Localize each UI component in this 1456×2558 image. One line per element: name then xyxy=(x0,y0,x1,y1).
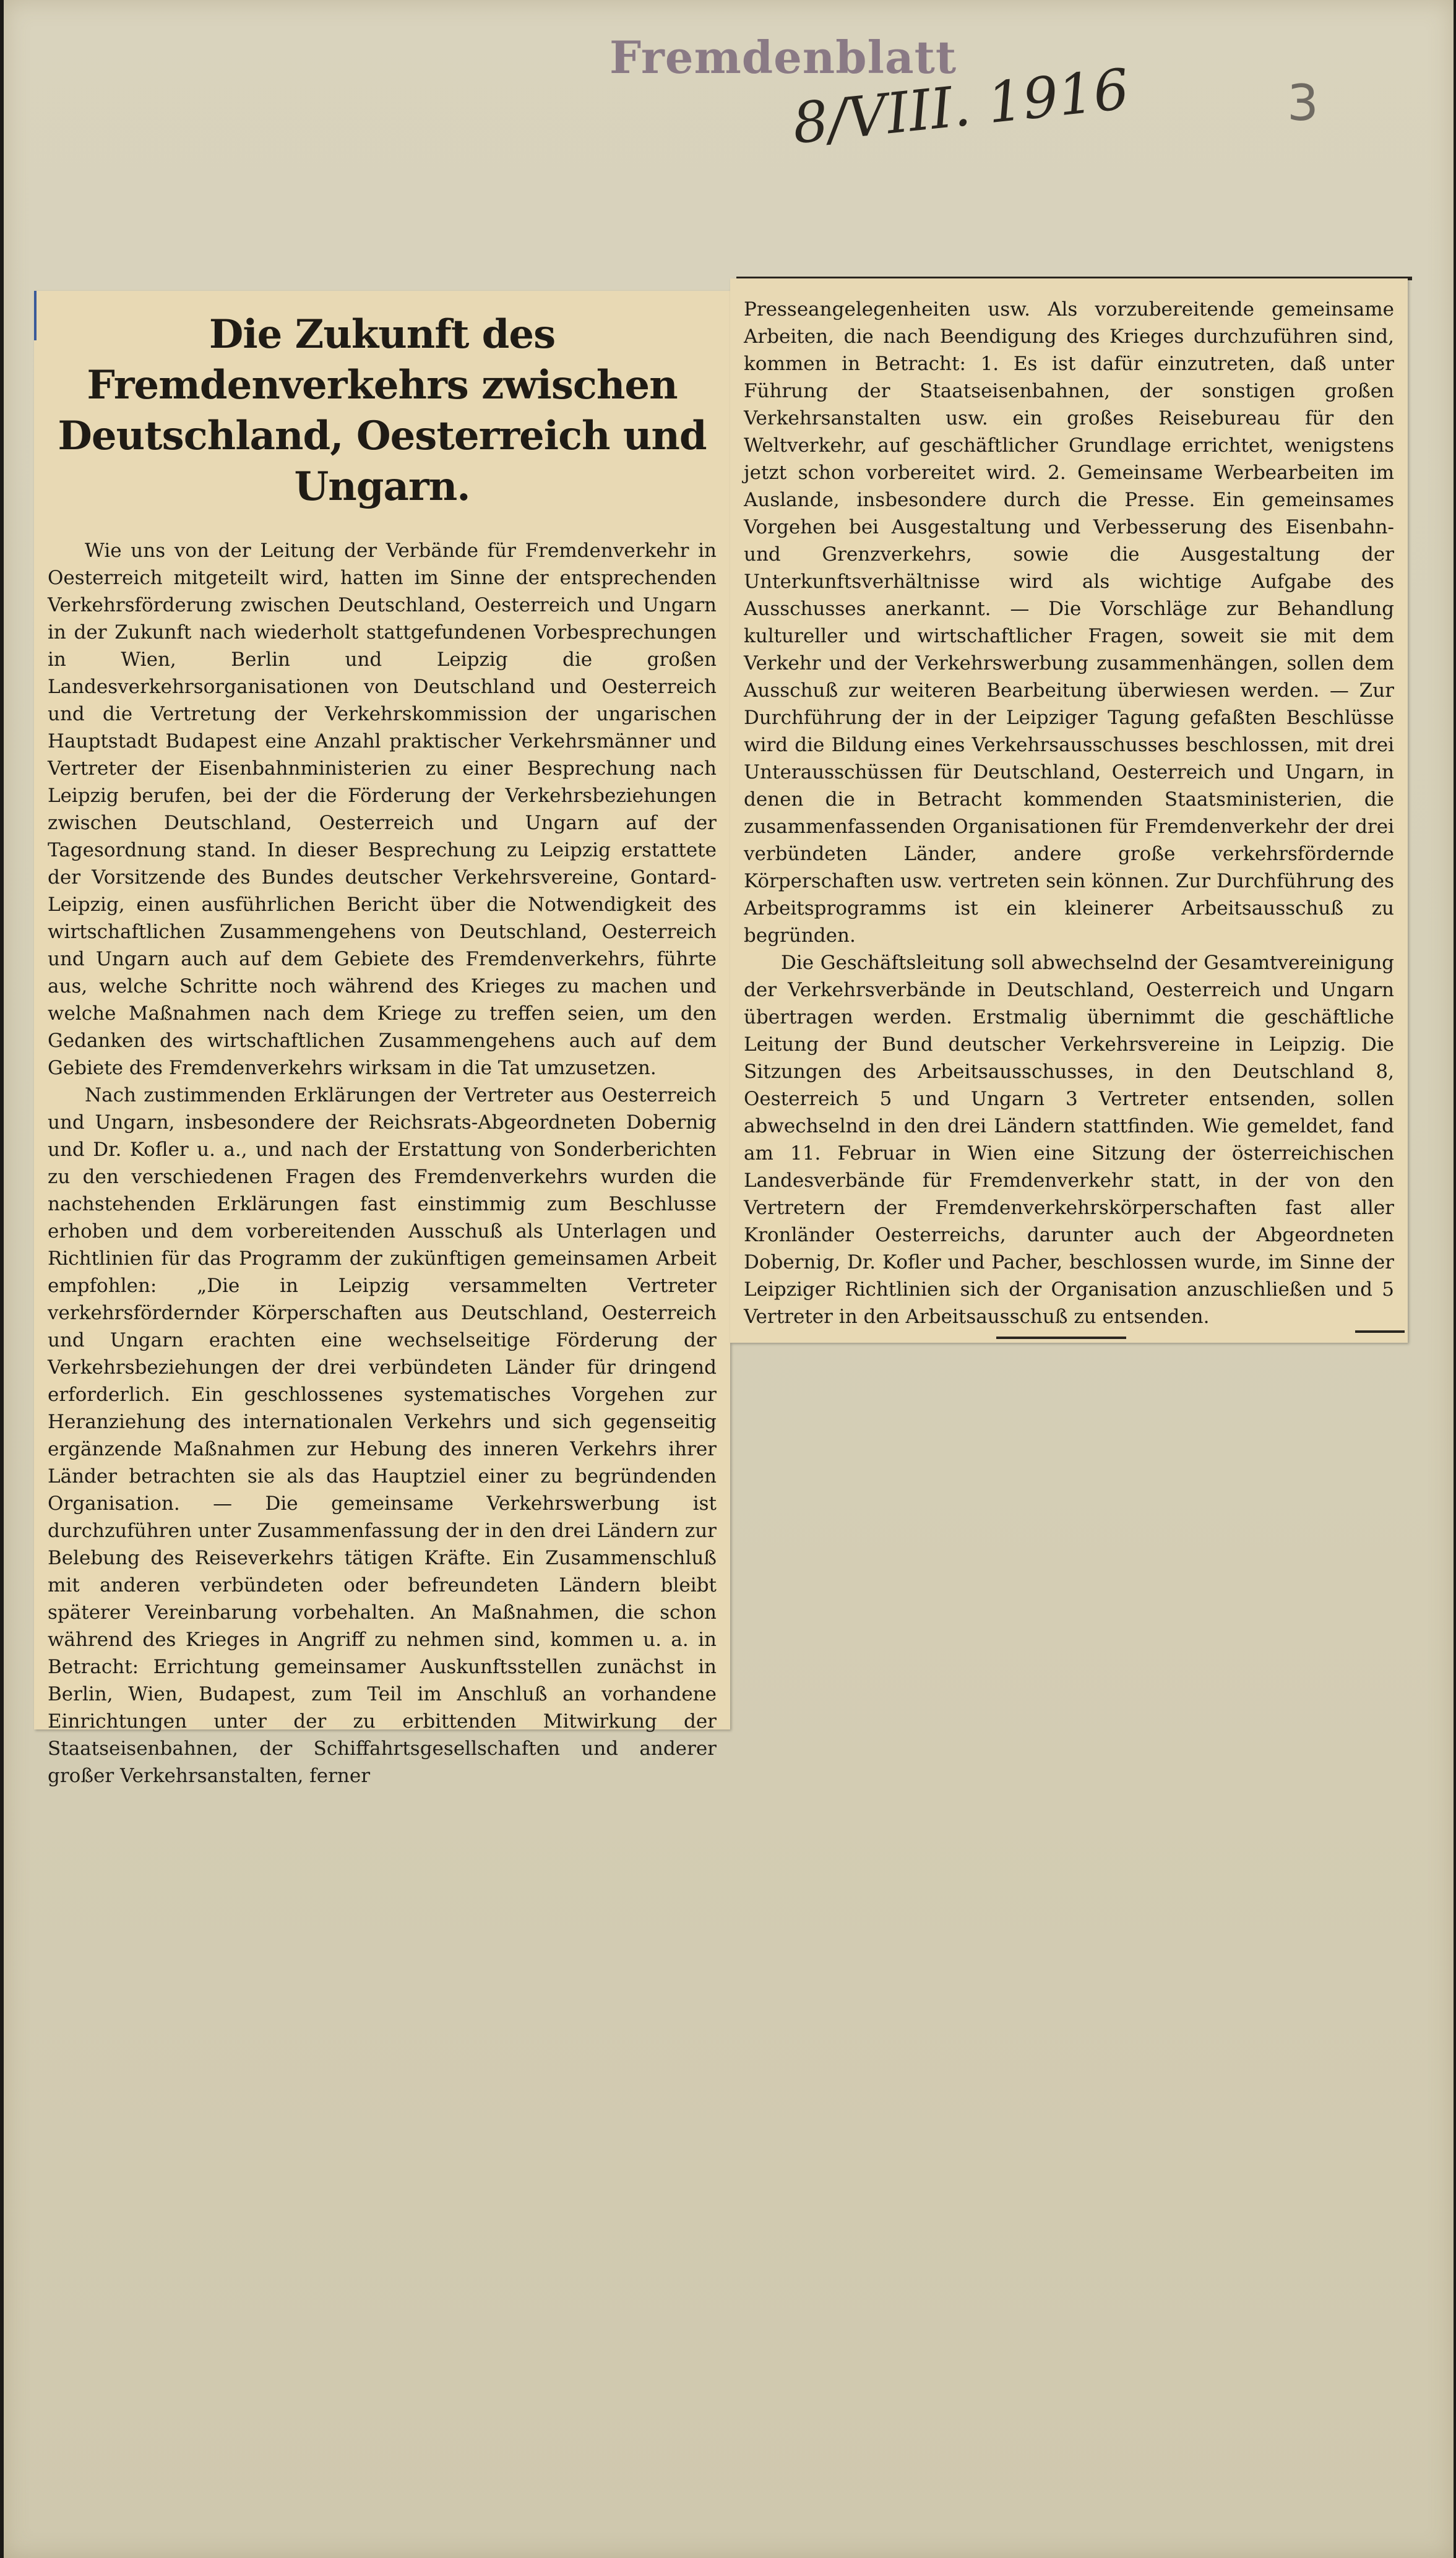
article-clipping-left xyxy=(34,291,730,1787)
paragraph: Presseangelegenheiten usw. Als vorzubereitende gemeinsame Arbeiten, die nach Beendigung des Krieges durchzuführen sind, kommen in Betracht: 1. Es ist dafür einzutreten, daß unter Führung der Staatseisenbahnen, der sonstigen großen Verkehrsanstalten usw. ein großes Reisebureau für den Weltverkehr, auf geschäftlicher Grundlage errichtet, wenigstens jetzt schon vorbereitet wird. 2. Gemeinsame Werbearbeiten im Auslande, insbesondere durch die Presse. Ein gemeinsames Vorgehen bei Ausgestaltung und Verbesserung des Eisenbahn- und Grenzverkehrs, sowie die Ausgestaltung der Unterkunftsverhältnisse wird als wichtige Aufgabe des Ausschusses anerkannt. — Die Vorschläge zur Behandlung kultureller und wirtschaftlicher Fragen, soweit sie mit dem Verkehr und der Verkehrswerbung zusammenhängen, sollen dem Ausschuß zur weiteren Bearbeitung überwiesen werden. — Zur Durchführung der in der Leipziger Tagung gefaßten Beschlüsse wird die Bildung eines Verkehrsausschusses beschlossen, mit drei Unterausschüssen für Deutschland, Oesterreich und Ungarn, in denen die in Betracht kommenden Staatsministerien, die zusammenfassenden Organisationen für Fremdenverkehr der drei verbündeten Länder, andere große verkehrsfördernde Körperschaften usw. vertreten sein können. Zur Durchführung des Arbeitsprogramms ist ein kleinerer Arbeitsausschuß zu begründen. xyxy=(744,298,1394,947)
paragraph: Wie uns von der Leitung der Verbände für Fremdenverkehr in Oesterreich mitgeteilt wird, hatten im Sinne der entsprechenden Verkehrsförderung zwischen Deutschland, Oesterreich und Ungarn in der Zukunft nach wiederholt stattgefundenen Vorbesprechungen in Wien, Berlin und Leipzig die großen Landesverkehrsorganisationen von Deutschland und Oesterreich und die Vertretung der Verkehrskommission der ungarischen Hauptstadt Budapest eine Anzahl praktischer Verkehrsmänner und Vertreter der Eisenbahnministerien zu einer Besprechung nach Leipzig berufen, bei der die Förderung der Verkehrsbeziehungen zwischen Deutschland, Oesterreich und Ungarn auf der Tagesordnung stand. In dieser Besprechung zu Leipzig erstattete der Vorsitzende des Bundes deutscher Verkehrsvereine, Gontard-Leipzig, einen ausführlichen Bericht über die Notwendigkeit des wirtschaftlichen Zusammengehens von Deutschland, Oesterreich und Ungarn auch auf dem Gebiete des Fremdenverkehrs, führte aus, welche Schritte noch während des Krieges zu machen und welche Maßnahmen nach dem Kriege zu treffen seien, um den Gedanken des wirtschaftlichen Zusammengehens auch auf dem Gebiete des Fremdenverkehrs wirksam in die Tat umzusetzen. xyxy=(48,540,717,1079)
article-clipping-right xyxy=(730,278,1408,1343)
left-column-text xyxy=(48,537,717,1789)
article-end-rule xyxy=(1355,1330,1405,1333)
right-column-text xyxy=(744,296,1394,1330)
paragraph: Nach zustimmenden Erklärungen der Vertreter aus Oesterreich und Ungarn, insbesondere der Reichsrats-Abgeordneten Dobernig und Dr. Kofler u. a., und nach der Erstattung von Sonderberichten zu den verschiedenen Fragen des Fremdenverkehrs wurden die nachstehenden Erklärungen fast einstimmig zum Beschlusse erhoben und dem vorbereitenden Ausschuß als Unterlagen und Richtlinien für das Programm der zukünftigen gemeinsamen Arbeit empfohlen: „Die in Leipzig versammelten Vertreter verkehrsfördernder Körperschaften aus Deutschland, Oesterreich und Ungarn erachten eine wechselseitige Förderung der Verkehrsbeziehungen der drei verbündeten Länder für dringend erforderlich. Ein geschlossenes systematisches Vorgehen zur Heranziehung des internationalen Verkehrs und sich gegenseitig ergänzende Maßnahmen zur Hebung des inneren Verkehrs ihrer Länder betrachten sie als das Hauptziel einer zu begründenden Organisation. — Die gemeinsame Verkehrswerbung ist durchzuführen unter Zusammenfassung der in den drei Ländern zur Belebung des Reiseverkehrs tätigen Kräfte. Ein Zusammenschluß mit anderen verbündeten oder befreundeten Ländern bleibt späterer Vereinbarung vorbehalten. An Maßnahmen, die schon während des Krieges in Angriff zu nehmen sind, kommen u. a. in Betracht: Errichtung gemeinsamer Auskunftsstellen zunächst in Berlin, Wien, Budapest, zum Teil im Anschluß an vorhandene Einrichtungen unter der zu erbittenden Mitwirkung der Staatseisenbahnen, der Schiffahrtsgesellschaften und anderer großer Verkehrsanstalten, ferner xyxy=(48,1084,717,1787)
newspaper-stamp: Fremdenblatt xyxy=(610,31,957,84)
paragraph: Die Geschäftsleitung soll abwechselnd der Gesamtvereinigung der Verkehrsverbände in Deutschland, Oesterreich und Ungarn übertragen werden. Erstmalig übernimmt die geschäftliche Leitung der Bund deutscher Verkehrsvereine in Leipzig. Die Sitzungen des Arbeitsausschusses, in den Deutschland 8, Oesterreich 5 und Ungarn 3 Vertreter entsenden, sollen abwechselnd in den drei Ländern stattfinden. Wie gemeldet, fand am 11. Februar in Wien eine Sitzung der österreichischen Landesverbände für Fremdenverkehr statt, in der von den Vertretern der Fremdenverkehrskörperschaften fast aller Kronländer Oesterreichs, darunter auch der Abgeordneten Dobernig, Dr. Kofler und Pacher, beschlossen wurde, im Sinne der Leipziger Richtlinien sich der Organisation anzuschließen und 5 Vertreter in den Arbeitsausschuß zu entsenden. xyxy=(744,952,1394,1328)
page-number: 3 xyxy=(1287,74,1319,132)
article-end-rule xyxy=(996,1337,1126,1339)
article-headline: Die Zukunft des Fremdenverkehrs zwischen Deutschland, Oesterreich und Ungarn. xyxy=(58,311,707,510)
margin-mark xyxy=(34,291,37,340)
handwritten-date: 8/VIII. 1916 xyxy=(790,56,1132,157)
